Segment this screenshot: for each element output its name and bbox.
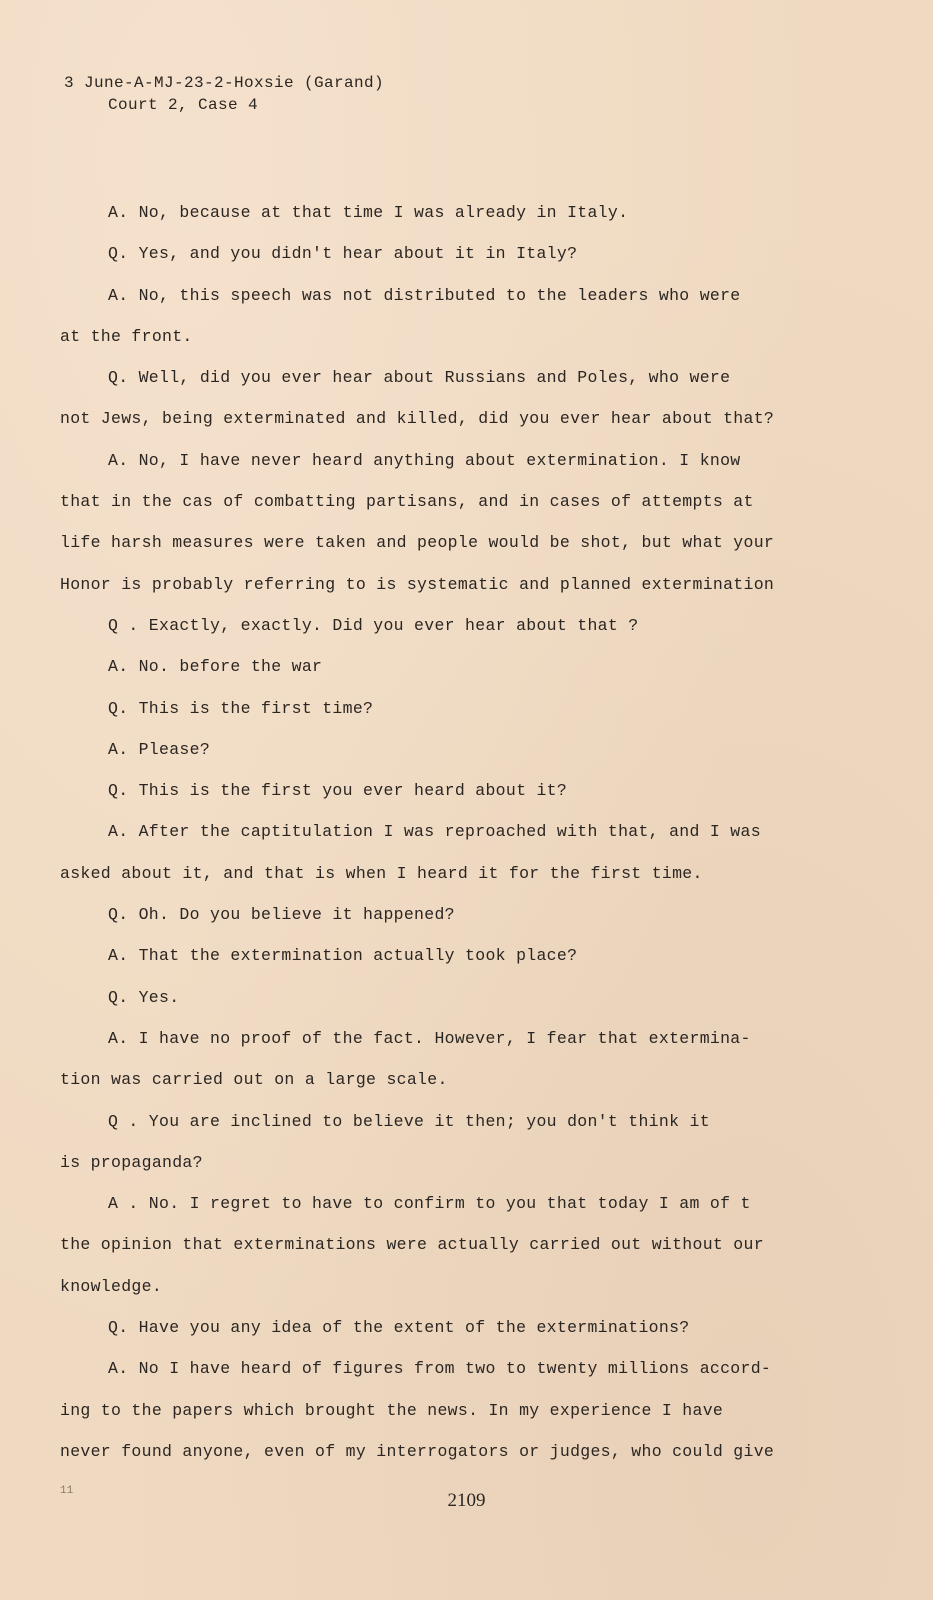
transcript-line: A. No I have heard of figures from two to twenty millions accord- [108,1359,772,1379]
transcript-line: Q. Yes, and you didn't hear about it in Italy? [108,244,578,264]
transcript-line: Q. Yes. [108,987,180,1007]
transcript-line: A . No. I regret to have to confirm to you that today I am of t [108,1194,751,1214]
transcript-line: A. That the extermination actually took place? [108,946,578,966]
transcript-line: never found anyone, even of my interrogators or judges, who could give [60,1441,775,1461]
header-case-reference: 3 June-A-MJ-23-2-Hoxsie (Garand) [64,74,385,92]
page-number: 2109 [447,1490,486,1511]
transcript-line: life harsh measures were taken and people would be shot, but what your [60,533,775,553]
document-header [64,72,384,116]
transcript-line: Q . Exactly, exactly. Did you ever hear about that ? [108,615,639,635]
transcript-line: that in the cas of combatting partisans, and in cases of attempts at [60,492,754,512]
transcript-line: A. No. before the war [108,657,323,677]
transcript-line: Honor is probably referring to is systematic and planned extermination [60,574,775,594]
transcript-line: Q. Oh. Do you believe it happened? [108,905,455,925]
transcript-line: not Jews, being exterminated and killed, did you ever hear about that? [60,409,775,429]
header-court-case: Court 2, Case 4 [108,96,259,114]
transcript-line: Q. This is the first you ever heard about it? [108,781,568,801]
transcript-line: Q. Have you any idea of the extent of the exterminations? [108,1318,690,1338]
transcript-line: A. No, because at that time I was already in Italy. [108,203,629,222]
transcript-line: A. Please? [108,739,211,759]
transcript-body [60,192,860,1472]
transcript-line: Q. This is the first time? [108,698,374,718]
transcript-line: A. I have no proof of the fact. However, I fear that extermina- [108,1028,751,1048]
transcript-line: A. No, this speech was not distributed to the leaders who were [108,285,741,305]
transcript-line: tion was carried out on a large scale. [60,1070,448,1090]
transcript-line: A. No, I have never heard anything about extermination. I know [108,450,741,470]
transcript-line: Q. Well, did you ever hear about Russians and Poles, who were [108,368,731,388]
transcript-line: is propaganda? [60,1152,203,1172]
transcript-line: knowledge. [60,1276,163,1296]
transcript-line: ing to the papers which brought the news. In my experience I have [60,1400,724,1420]
transcript-line: A. After the captitulation I was reproached with that, and I was [108,822,761,842]
margin-mark: 11 [60,1485,74,1497]
transcript-line: Q . You are inclined to believe it then; you don't think it [108,1111,710,1131]
transcript-line: at the front. [60,326,193,346]
transcript-line: asked about it, and that is when I heard it for the first time. [60,863,703,883]
transcript-line: the opinion that exterminations were actually carried out without our [60,1235,764,1255]
